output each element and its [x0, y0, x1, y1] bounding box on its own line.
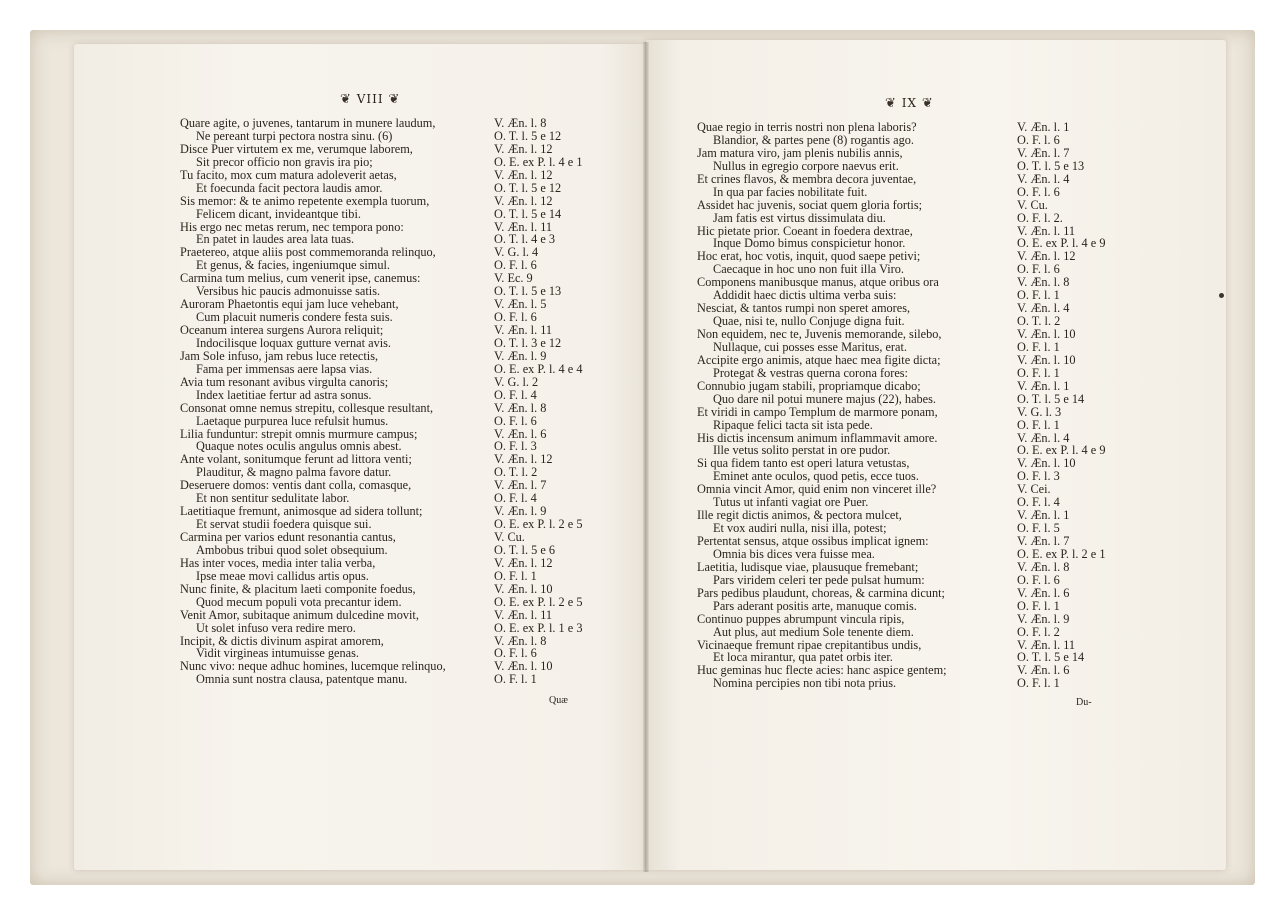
citation-line: V. Æn. l. 12: [494, 452, 553, 467]
citation-line: O. T. l. 5 e 14: [494, 206, 562, 221]
citation-line: V. Cu.: [1017, 197, 1048, 212]
citation-line: V. Æn. l. 9: [494, 348, 547, 363]
verse-line: Incipit, & dictis divinum aspirat amorem,: [180, 633, 384, 648]
verse-line: Oceanum interea surgens Aurora reliquit;: [180, 323, 384, 337]
citation-line: O. T. l. 5 e 6: [494, 542, 556, 557]
verse-line: Fama per immensas aere lapsa vias.: [196, 361, 373, 376]
verse-line: Ambobus tribui quod solet obsequium.: [196, 542, 388, 557]
citation-line: O. F. l. 1: [1017, 365, 1060, 380]
verse-line: Et non sentitur sedulitate labor.: [196, 491, 350, 506]
verse-line: Sit precor officio non gravis ira pio;: [196, 154, 373, 169]
fleuron-left-icon: ❦: [885, 96, 897, 111]
citation-line: V. Æn. l. 4: [1017, 171, 1070, 186]
citation-line: O. E. ex P. l. 1 e 3: [494, 620, 583, 635]
binding-hole: [1219, 293, 1224, 298]
citation-line: O. T. l. 5 e 12: [494, 180, 562, 195]
citation-line: O. T. l. 3 e 12: [494, 335, 562, 350]
citation-line: O. F. l. 1: [1017, 598, 1060, 613]
verse-line: Quae regio in terris nostri non plena laboris?: [697, 120, 917, 134]
left-citation-column: [494, 117, 604, 686]
citation-line: V. Æn. l. 4: [1017, 301, 1070, 316]
citation-line: V. Æn. l. 10: [1017, 327, 1076, 341]
verse-line: Non equidem, nec te, Juvenis memorande, silebo,: [697, 327, 942, 341]
verse-line: Ante volant, sonitumque ferunt ad littora venti;: [180, 452, 412, 467]
citation-line: O. F. l. 1: [494, 568, 537, 583]
verse-line: Quae, nisi te, nullo Conjuge digna fuit.: [713, 314, 905, 329]
citation-line: V. Æn. l. 8: [1017, 275, 1070, 290]
verse-line: Inque Domo bimus conspicietur honor.: [713, 236, 906, 251]
verse-line: Omnia bis dices vera fuisse mea.: [713, 546, 875, 561]
verse-line: Protegat & vestras querna corona fores:: [713, 365, 908, 380]
fleuron-left-icon: ❦: [340, 92, 352, 107]
citation-line: V. Æn. l. 10: [1017, 456, 1076, 471]
citation-line: O. F. l. 4: [494, 387, 537, 402]
verse-line: Nesciat, & tantos rumpi non speret amores,: [697, 301, 911, 316]
fleuron-right-icon: ❦: [921, 96, 934, 111]
verse-line: Vidit virgineas intumuisse genas.: [196, 646, 359, 661]
verse-line: Pars viridem celeri ter pede pulsat humum:: [713, 572, 925, 587]
citation-line: V. Æn. l. 7: [494, 478, 547, 493]
citation-line: O. F. l. 6: [494, 258, 537, 273]
verse-line: Tu facito, mox cum matura adoleverit aetas,: [180, 167, 397, 182]
verse-line: Aut plus, aut medium Sole tenente diem.: [713, 624, 914, 639]
verse-line: Et loca mirantur, qua patet orbis iter.: [713, 650, 893, 665]
verse-line: Ipse meae movi callidus artis opus.: [196, 568, 369, 583]
citation-line: V. Æn. l. 4: [1017, 430, 1070, 445]
citation-line: V. Æn. l. 10: [1017, 352, 1076, 367]
verse-line: Quo dare nil potui munere majus (22), habes.: [713, 391, 936, 406]
verse-line: Et viridi in campo Templum de marmore ponam,: [697, 404, 938, 419]
verse-line: Indocilisque loquax gutture vernat avis.: [196, 335, 391, 350]
verse-line: Has inter voces, media inter talia verba,: [180, 555, 376, 570]
verse-line: Disce Puer virtutem ex me, verumque laborem,: [180, 141, 413, 156]
verse-line: Omnia sunt nostra clausa, patentque manu.: [196, 672, 408, 687]
verse-line: Plauditur, & magno palma favore datur.: [196, 465, 392, 480]
verse-line: Nomina percipies non tibi nota prius.: [713, 676, 897, 691]
verse-line: Carmina tum melius, cum venerit ipse, canemus:: [180, 271, 421, 286]
citation-line: O. T. l. 5 e 14: [1017, 650, 1085, 665]
verse-line: Assidet hac juvenis, sociat quem gloria fortis;: [697, 197, 923, 212]
verse-line: Jam matura viro, jam plenis nubilis annis,: [697, 145, 903, 160]
citation-line: O. F. l. 6: [494, 310, 537, 325]
citation-line: V. Æn. l. 9: [1017, 611, 1070, 626]
citation-line: O. F. l. 6: [1017, 262, 1060, 277]
citation-line: O. T. l. 2: [494, 465, 538, 480]
verse-line: In qua par facies nobilitate fuit.: [713, 184, 868, 199]
verse-line: Et servat studii foedera quisque sui.: [196, 517, 372, 532]
right-page-number: [885, 96, 934, 111]
left-verse-column: [180, 117, 490, 686]
verse-line: Et vox audiri nulla, nisi illa, potest;: [713, 521, 887, 536]
verse-line: Nunc vivo: neque adhuc homines, lucemque relinquo,: [180, 659, 446, 674]
verse-line: Quare agite, o juvenes, tantarum in munere laudum,: [180, 116, 436, 130]
citation-line: V. Æn. l. 10: [494, 581, 553, 596]
citation-line: V. Ec. 9: [494, 271, 533, 286]
citation-line: V. Æn. l. 8: [494, 116, 547, 130]
citation-line: O. F. l. 1: [1017, 339, 1060, 354]
citation-line: O. F. l. 2: [1017, 624, 1060, 639]
citation-line: V. Æn. l. 9: [494, 504, 547, 519]
left-folio-text: VIII: [356, 92, 384, 106]
citation-line: O. F. l. 1: [1017, 676, 1060, 691]
citation-line: O. T. l. 5 e 14: [1017, 391, 1085, 406]
citation-line: O. E. ex P. l. 4 e 9: [1017, 443, 1106, 458]
verse-line: En patet in laudes area lata tuas.: [196, 232, 355, 247]
verse-line: Eminet ante oculos, quod petis, ecce tuos.: [713, 469, 919, 484]
citation-line: O. F. l. 6: [494, 646, 537, 661]
left-catchword: Quæ: [549, 695, 568, 706]
citation-line: O. E. ex P. l. 4 e 1: [494, 154, 583, 169]
verse-line: Vicinaeque fremunt ripae crepitantibus undis,: [697, 637, 922, 652]
verse-line: Et crines flavos, & membra decora juventae,: [697, 171, 917, 186]
citation-line: O. F. l. 6: [1017, 132, 1060, 147]
verse-line: Sis memor: & te animo repetente exempla tuorum,: [180, 193, 430, 208]
citation-line: V. Æn. l. 6: [1017, 663, 1070, 678]
citation-line: V. G. l. 2: [494, 374, 539, 389]
citation-line: V. Æn. l. 12: [494, 193, 553, 208]
verse-line: Ut solet infuso vera redire mero.: [196, 620, 356, 635]
citation-line: V. Æn. l. 12: [494, 141, 553, 156]
right-citation-column: [1017, 121, 1127, 690]
citation-line: V. Æn. l. 1: [1017, 120, 1070, 134]
verse-line: Ne pereant turpi pectora nostra sinu. (6): [196, 128, 393, 143]
verse-line: Carmina per varios edunt resonantia cantus,: [180, 530, 396, 544]
verse-line: Praetereo, atque aliis post commemoranda relinquo,: [180, 245, 436, 260]
verse-line: Si qua fidem tanto est operi latura vetustas,: [697, 456, 910, 471]
verse-line: Venit Amor, subitaque animum dulcedine movit,: [180, 607, 419, 622]
citation-line: V. Æn. l. 8: [494, 633, 547, 648]
citation-line: O. E. ex P. l. 2 e 5: [494, 517, 583, 532]
citation-line: V. Æn. l. 6: [494, 426, 547, 441]
citation-line: V. Æn. l. 11: [1017, 223, 1076, 238]
citation-line: O. F. l. 2.: [1017, 210, 1063, 225]
book-gutter: [643, 42, 649, 872]
citation-line: V. Æn. l. 12: [494, 555, 553, 570]
verse-line: Laetaque purpurea luce refulsit humus.: [196, 413, 389, 428]
citation-line: O. F. l. 6: [1017, 184, 1060, 199]
verse-line: Caecaque in hoc uno non fuit illa Viro.: [713, 262, 904, 277]
verse-line: Ille vetus solito perstat in ore pudor.: [713, 443, 891, 458]
verse-line: Auroram Phaetontis equi jam luce vehebant,: [180, 297, 399, 312]
fleuron-right-icon: ❦: [388, 92, 401, 107]
citation-line: V. G. l. 3: [1017, 404, 1062, 419]
citation-line: V. Æn. l. 10: [494, 659, 553, 674]
citation-line: V. Æn. l. 5: [494, 297, 547, 312]
citation-line: O. E. ex P. l. 4 e 4: [494, 361, 583, 376]
verse-line: Laetitiaque fremunt, animosque ad sidera tollunt;: [180, 504, 423, 519]
verse-line: Lilia funduntur: strepit omnis murmure campus;: [180, 426, 418, 441]
verse-line: Connubio jugam stabili, propriamque dicabo;: [697, 378, 921, 393]
verse-line: Huc geminas huc flecte acies: hanc aspice gentem;: [697, 663, 947, 678]
left-page-number: [340, 92, 400, 107]
right-verse-column: [697, 121, 1017, 690]
verse-line: Nunc finite, & placitum laeti componite foedus,: [180, 581, 416, 596]
verse-line: Omnia vincit Amor, quid enim non vinceret ille?: [697, 482, 937, 497]
citation-line: O. F. l. 3: [494, 439, 537, 454]
citation-line: V. Æn. l. 11: [494, 219, 553, 234]
citation-line: O. E. ex P. l. 2 e 5: [494, 594, 583, 609]
citation-line: O. F. l. 1: [1017, 288, 1060, 303]
verse-line: Nullaque, cui posses esse Maritus, erat.: [713, 339, 907, 354]
citation-line: O. F. l. 1: [1017, 417, 1060, 432]
verse-line: Pars pedibus plaudunt, choreas, & carmina dicunt;: [697, 585, 945, 600]
verse-line: Jam Sole infuso, jam rebus luce retectis,: [180, 348, 379, 363]
verse-line: Jam fatis est virtus dissimulata diu.: [713, 210, 886, 225]
citation-line: V. Æn. l. 8: [494, 400, 547, 415]
citation-line: O. T. l. 5 e 12: [494, 128, 562, 143]
citation-line: V. Æn. l. 11: [494, 607, 553, 622]
verse-line: Hic pietate prior. Coeant in foedera dextrae,: [697, 223, 913, 238]
citation-line: V. Æn. l. 11: [494, 323, 553, 337]
verse-line: Quod mecum populi vota precantur idem.: [196, 594, 402, 609]
citation-line: O. F. l. 4: [494, 491, 537, 506]
verse-line: Consonat omne nemus strepitu, collesque resultant,: [180, 400, 434, 415]
right-catchword: Du-: [1076, 697, 1092, 708]
verse-line: Index laetitiae fertur ad astra sonus.: [196, 387, 372, 402]
citation-line: V. Æn. l. 1: [1017, 508, 1070, 523]
verse-line: Continuo puppes abrumpunt vincula ripis,: [697, 611, 905, 626]
verse-line: Componens manibusque manus, atque oribus ora: [697, 275, 939, 290]
citation-line: O. F. l. 1: [494, 672, 537, 687]
citation-line: V. Æn. l. 7: [1017, 534, 1070, 548]
citation-line: O. T. l. 5 e 13: [494, 284, 562, 299]
citation-line: O. F. l. 4: [1017, 495, 1060, 510]
citation-line: O. F. l. 5: [1017, 521, 1060, 536]
citation-line: O. F. l. 6: [494, 413, 537, 428]
citation-line: V. Cei.: [1017, 482, 1051, 497]
verse-line: Pars aderant positis arte, manuque comis.: [713, 598, 917, 613]
verse-line: Hoc erat, hoc votis, inquit, quod saepe petivi;: [697, 249, 921, 264]
citation-line: V. Æn. l. 12: [1017, 249, 1076, 264]
citation-line: V. Æn. l. 7: [1017, 145, 1070, 160]
citation-line: O. F. l. 3: [1017, 469, 1060, 484]
citation-line: V. G. l. 4: [494, 245, 539, 260]
verse-line: Et foecunda facit pectora laudis amor.: [196, 180, 383, 195]
verse-line: Tutus ut infanti vagiat ore Puer.: [713, 495, 869, 510]
verse-line: Ripaque felici tacta sit ista pede.: [713, 417, 873, 432]
right-folio-text: IX: [901, 96, 918, 110]
citation-line: O. T. l. 4 e 3: [494, 232, 556, 247]
citation-line: O. T. l. 5 e 13: [1017, 158, 1085, 173]
verse-line: Quaque notes oculis angulus omnis abest.: [196, 439, 402, 454]
citation-line: O. E. ex P. l. 2 e 1: [1017, 546, 1106, 561]
verse-line: Et genus, & facies, ingeniumque simul.: [196, 258, 390, 273]
verse-line: Laetitia, ludisque viae, plausuque fremebant;: [697, 559, 919, 574]
verse-line: Pertentat sensus, atque ossibus implicat ignem:: [697, 534, 929, 548]
verse-line: Avia tum resonant avibus virgulta canoris;: [180, 374, 389, 389]
citation-line: V. Æn. l. 12: [494, 167, 553, 182]
citation-line: V. Æn. l. 8: [1017, 559, 1070, 574]
verse-line: Cum placuit numeris condere festa suis.: [196, 310, 393, 325]
verse-line: His ergo nec metas rerum, nec tempora pono:: [180, 219, 404, 234]
verse-line: Versibus hic paucis admonuisse satis.: [196, 284, 381, 299]
verse-line: Felicem dicant, invideantque tibi.: [196, 206, 361, 221]
verse-line: Nullus in egregio corpore naevus erit.: [713, 158, 899, 173]
citation-line: O. E. ex P. l. 4 e 9: [1017, 236, 1106, 251]
verse-line: Addidit haec dictis ultima verba suis:: [713, 288, 897, 303]
verse-line: Deseruere domos: ventis dant colla, comasque,: [180, 478, 412, 493]
verse-line: Accipite ergo animis, atque haec mea figite dicta;: [697, 352, 941, 367]
citation-line: V. Æn. l. 11: [1017, 637, 1076, 652]
citation-line: O. F. l. 6: [1017, 572, 1060, 587]
citation-line: V. Æn. l. 1: [1017, 378, 1070, 393]
citation-line: O. T. l. 2: [1017, 314, 1061, 329]
verse-line: Ille regit dictis animos, & pectora mulcet,: [697, 508, 902, 523]
citation-line: V. Cu.: [494, 530, 525, 544]
verse-line: Blandior, & partes pene (8) rogantis ago.: [713, 132, 914, 147]
verse-line: His dictis incensum animum inflammavit amore.: [697, 430, 938, 445]
citation-line: V. Æn. l. 6: [1017, 585, 1070, 600]
